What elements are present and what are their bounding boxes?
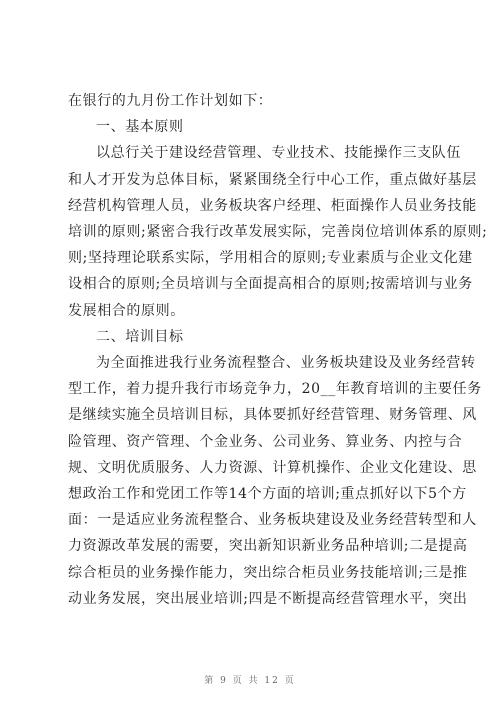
paragraph-line: 险管理、资产管理、个金业务、公司业务、算业务、内控与合: [68, 433, 463, 450]
intro-line: 在银行的九月份工作计划如下：: [68, 93, 273, 109]
paragraph-line: 面：一是适应业务流程整合、业务板块建设及业务经营转型和人: [68, 512, 477, 529]
section-heading-training-goals: 二、培训目标: [96, 328, 184, 345]
section-heading-basic-principles: 一、基本原则: [96, 119, 184, 136]
document-body: [68, 88, 488, 612]
paragraph-line: 以总行关于建设经营管理、专业技术、技能操作三支队伍: [96, 145, 461, 162]
paragraph-line: 型工作，着力提升我行市场竞争力，20__年教育培训的主要任务: [68, 381, 482, 398]
paragraph-line: 则;坚持理论联系实际，学用相合的原则;专业素质与企业文化建: [68, 250, 473, 267]
paragraph-line: 为全面推进我行业务流程整合、业务板块建设及业务经营转: [96, 355, 476, 372]
paragraph-line: 规、文明优质服务、人力资源、计算机操作、企业文化建设、思: [68, 459, 477, 476]
paragraph-line: 综合柜员的业务操作能力，突出综合柜员业务技能培训;三是推: [68, 564, 468, 581]
paragraph-line: 是继续实施全员培训目标，具体要抓好经营管理、财务管理、风: [68, 407, 477, 424]
paragraph-line: 发展相合的原则。: [68, 302, 185, 319]
paragraph-line: 力资源改革发展的需要，突出新知识新业务品种培训;二是提高: [68, 538, 468, 555]
paragraph-line: 设相合的原则;全员培训与全面提高相合的原则;按需培训与业务: [68, 276, 473, 293]
paragraph-line: 培训的原则;紧密合我行改革发展实际，完善岗位培训体系的原则;: [68, 224, 488, 241]
paragraph-line: 动业务发展，突出展业培训;四是不断提高经营管理水平，突出: [68, 590, 468, 607]
paragraph-line: 经营机构管理人员，业务板块客户经理、柜面操作人员业务技能: [68, 197, 477, 214]
paragraph-line: 想政治工作和党团工作等14个方面的培训;重点抓好以下5个方: [68, 486, 467, 503]
page-number-footer: 第 9 页 共 12 页: [204, 676, 296, 686]
paragraph-line: 和人才开发为总体目标，紧紧围绕全行中心工作，重点做好基层: [68, 171, 477, 188]
